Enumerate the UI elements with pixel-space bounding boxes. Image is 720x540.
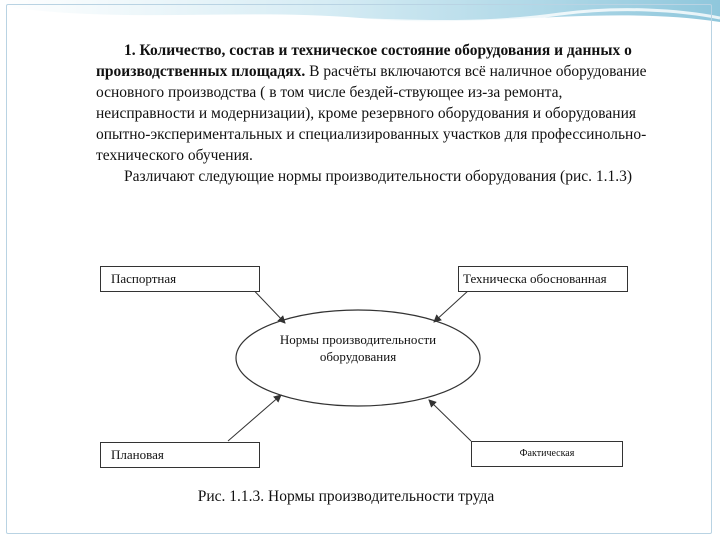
- paragraph-1: [96, 40, 652, 166]
- paragraph-2: Различают следующие нормы производительности оборудования (рис. 1.1.3): [124, 168, 633, 185]
- box-technically-justified: Техническа обоснованная: [458, 266, 628, 292]
- box-actual: Фактическая: [471, 441, 623, 467]
- paragraph-1-text: В расчёты включаются всё наличное оборудование основного производства ( в том числе бездей-ствующее из-за ремонта, неисправности и модернизации), кроме резервного оборудования и оборудования опытно-экспериментальных и специализированных участков для профессинольно-технического обучения.: [96, 63, 647, 164]
- center-label: Нормы производительности оборудования: [279, 332, 437, 364]
- arrow-bottom-left: [228, 395, 281, 441]
- norms-diagram: [88, 255, 648, 475]
- body-text: [96, 40, 652, 187]
- box-passport: Паспортная: [100, 266, 260, 292]
- paragraph-1-lead: 1. Количество, состав и техническое состояние оборудования и данных о производственных площадях.: [96, 42, 632, 80]
- box-planned: Плановая: [100, 442, 260, 468]
- arrow-bottom-right: [429, 400, 471, 441]
- figure-caption: Рис. 1.1.3. Нормы производительности труда: [197, 488, 495, 505]
